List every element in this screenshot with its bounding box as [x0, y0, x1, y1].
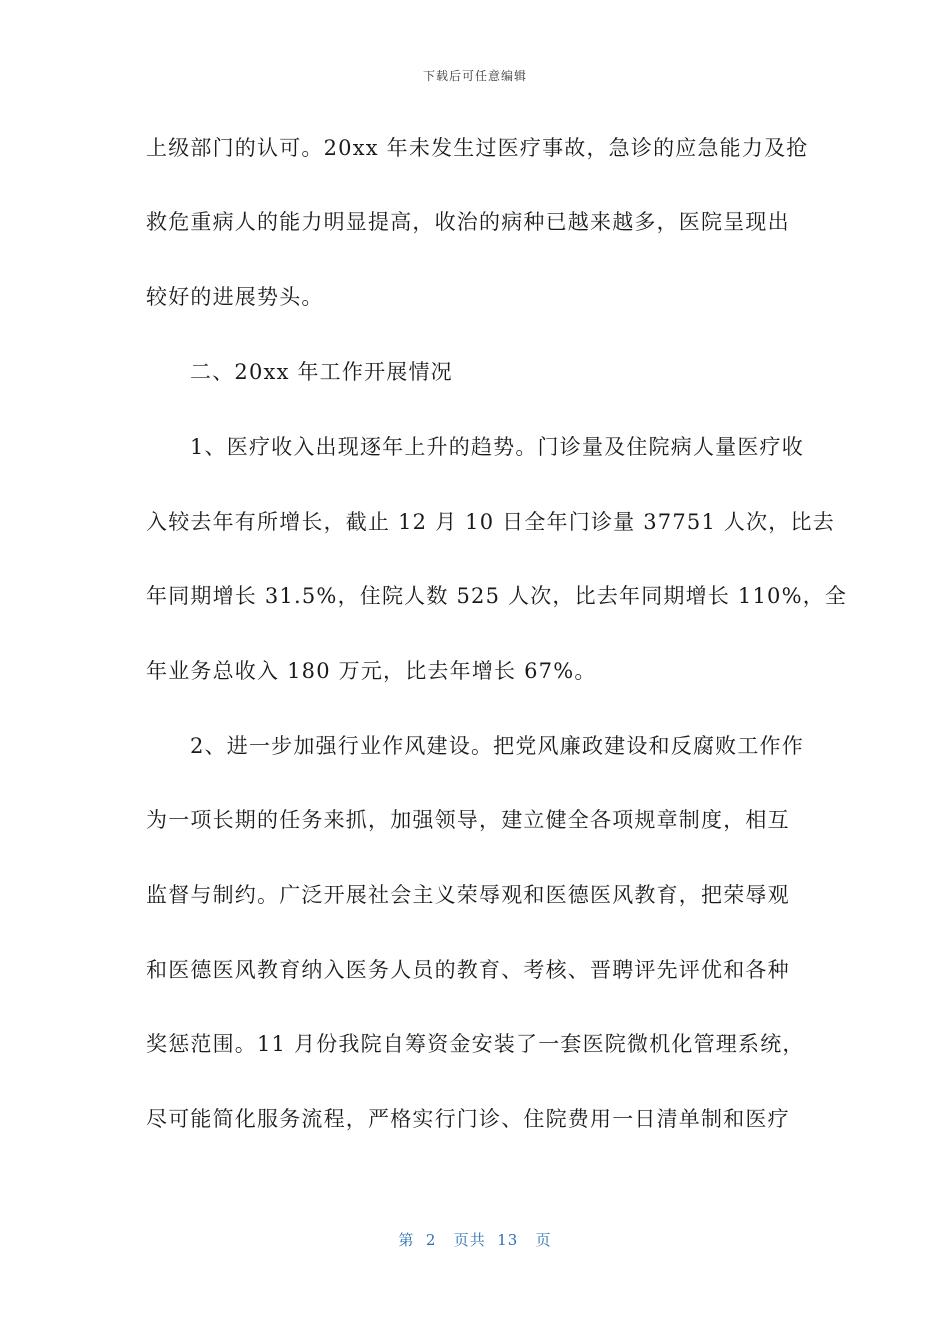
body-line: 监督与制约。广泛开展社会主义荣辱观和医德医风教育，把荣辱观: [146, 883, 790, 907]
section-heading: 二、20xx 年工作开展情况: [190, 360, 453, 384]
body-line: 上级部门的认可。20xx 年未发生过医疗事故，急诊的应急能力及抢: [146, 136, 809, 160]
body-line: 年业务总收入 180 万元，比去年增长 67%。: [146, 659, 597, 683]
body-line: 奖惩范围。11 月份我院自筹资金安装了一套医院微机化管理系统，: [146, 1032, 805, 1056]
page-number: 第 2 页共 13 页: [398, 1231, 552, 1249]
header-note: 下载后可任意编辑: [422, 69, 527, 83]
body-line: 为一项长期的任务来抓，加强领导，建立健全各项规章制度，相互: [146, 808, 790, 832]
body-line: 和医德医风教育纳入医务人员的教育、考核、晋聘评先评优和各种: [146, 958, 790, 982]
body-line: 救危重病人的能力明显提高，收治的病种已越来越多，医院呈现出: [146, 210, 790, 234]
body-line: 尽可能简化服务流程，严格实行门诊、住院费用一日清单制和医疗: [146, 1107, 790, 1131]
body-line: 1、医疗收入出现逐年上升的趋势。门诊量及住院病人量医疗收: [190, 435, 804, 459]
body-line: 较好的进展势头。: [146, 285, 324, 309]
body-line: 入较去年有所增长，截止 12 月 10 日全年门诊量 37751 人次，比去: [146, 510, 835, 534]
body-line: 2、进一步加强行业作风建设。把党风廉政建设和反腐败工作作: [190, 734, 804, 758]
body-line: 年同期增长 31.5%，住院人数 525 人次，比去年同期增长 110%，全: [146, 584, 848, 608]
